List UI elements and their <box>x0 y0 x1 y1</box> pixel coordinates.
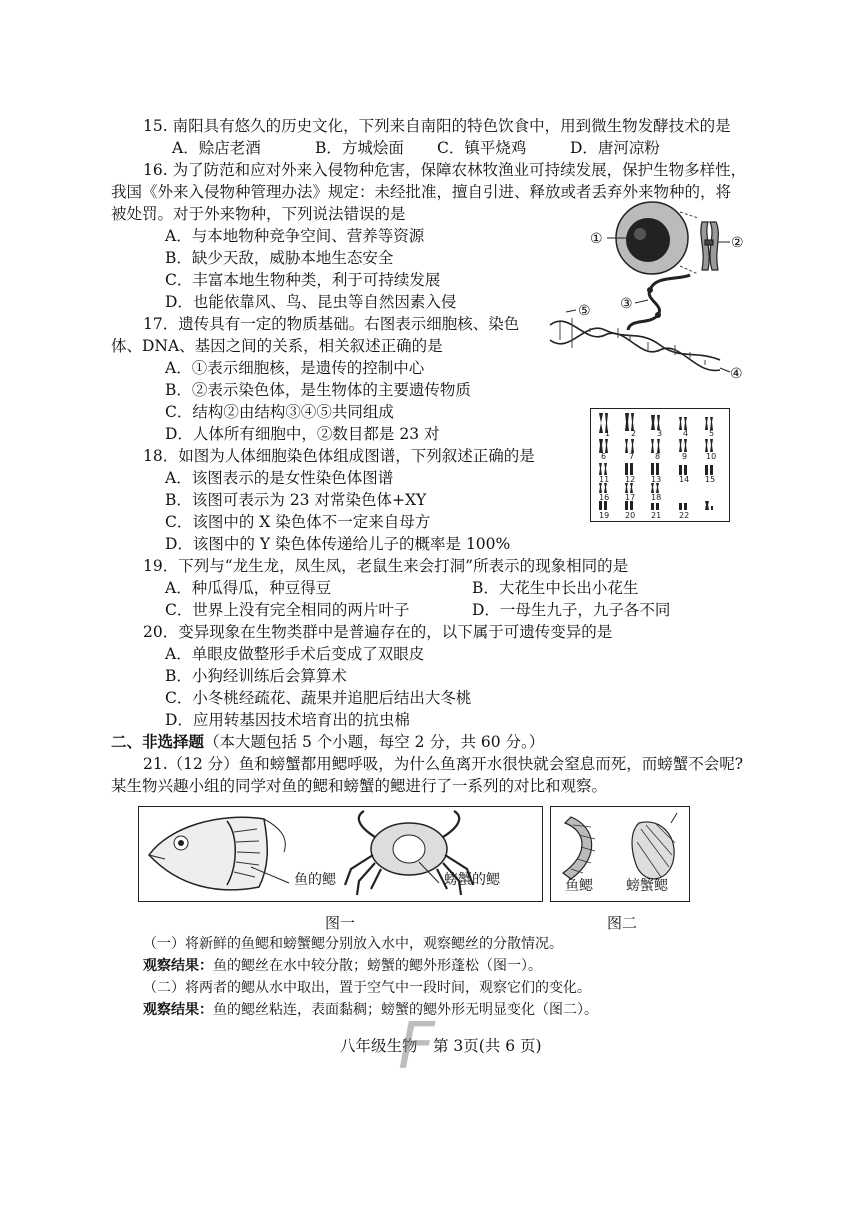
figure-2-caption: 图二 <box>607 914 638 932</box>
q16-option-d: D．也能依靠风、鸟、昆虫等自然因素入侵 <box>165 293 457 311</box>
section-2-note: （本大题包括 5 个小题，每空 2 分，共 60 分。） <box>204 733 545 751</box>
q18-option-b: B．该图可表示为 23 对常染色体+XY <box>165 491 427 509</box>
fish-gill-label: 鱼的鳃 <box>294 872 336 888</box>
karyotype-number: 10 <box>706 452 717 461</box>
figure-2-box <box>550 806 690 902</box>
karyotype-number: 8 <box>655 452 661 461</box>
q21-step-1: （一）将新鲜的鱼鳃和螃蟹鳃分别放入水中，观察鳃丝的分散情况。 <box>143 936 563 952</box>
karyotype-number: 16 <box>599 493 610 502</box>
karyotype-number: 9 <box>682 452 688 461</box>
fish-gill-2-label: 鱼鳃 <box>565 878 593 894</box>
q18-stem: 18．如图为人体细胞染色体组成图谱，下列叙述正确的是 <box>143 447 535 465</box>
q16-stem-line2: 我国《外来入侵物种管理办法》规定：未经批准，擅自引进、释放或者丢弃外来物种的，将 <box>111 183 732 201</box>
karyotype-number: 7 <box>629 452 635 461</box>
label-4: ④ <box>730 366 743 382</box>
karyotype-number: 22 <box>679 511 690 520</box>
karyotype-number: 21 <box>651 511 662 520</box>
karyotype-number: 11 <box>599 475 610 484</box>
karyotype-number: 13 <box>651 475 662 484</box>
q19-option-a: A．种瓜得瓜，种豆得豆 <box>165 579 332 597</box>
q15-stem: 15. 南阳具有悠久的历史文化，下列来自南阳的特色饮食中，用到微生物发酵技术的是 <box>143 117 731 135</box>
karyotype-chromosomes <box>591 409 729 521</box>
q17-option-c: C．结构②由结构③④⑤共同组成 <box>165 403 394 421</box>
q19-stem: 19．下列与“龙生龙，凤生凤，老鼠生来会打洞”所表示的现象相同的是 <box>143 557 629 575</box>
q15-option-d: D．唐河凉粉 <box>570 139 660 157</box>
q15-option-c: C．镇平烧鸡 <box>437 139 527 157</box>
q17-option-b: B．②表示染色体，是生物体的主要遗传物质 <box>165 381 471 399</box>
q15-option-b: B．方城烩面 <box>315 139 404 157</box>
q16-stem-line3: 被处罚。对于外来物种，下列说法错误的是 <box>111 205 406 223</box>
karyotype-number: 2 <box>631 429 637 438</box>
result-text: 鱼的鳃丝在水中较分散；螃蟹的鳃外形蓬松（图一）。 <box>213 958 542 974</box>
karyotype-number: 14 <box>679 475 690 484</box>
karyotype-number: 4 <box>683 429 689 438</box>
section-2-title: 二、非选择题 <box>111 732 205 751</box>
karyotype-number: 19 <box>599 511 610 520</box>
karyotype-number: 17 <box>625 493 636 502</box>
q21-step-2: （二）将两者的鳃从水中取出，置于空气中一段时间，观察它们的变化。 <box>143 980 591 996</box>
figure-1-caption: 图一 <box>325 914 356 932</box>
q21-result-1 <box>143 956 542 976</box>
q21-stem-line2: 某生物兴趣小组的同学对鱼的鳃和螃蟹的鳃进行了一系列的对比和观察。 <box>111 777 608 795</box>
q20-option-a: A．单眼皮做整形手术后变成了双眼皮 <box>165 645 425 663</box>
crab-gill-2-label: 螃蟹鳃 <box>626 878 668 894</box>
result-label: 观察结果： <box>143 958 213 974</box>
karyotype-number: 18 <box>651 493 662 502</box>
label-5: ⑤ <box>578 303 591 319</box>
label-1: ① <box>590 231 603 247</box>
q18-option-a: A．该图表示的是女性染色体图谱 <box>165 469 394 487</box>
q21-result-2 <box>143 1000 598 1020</box>
karyotype-number: 6 <box>601 452 607 461</box>
q16-stem-line1: 16. 为了防范和应对外来入侵物种危害，保障农林牧渔业可持续发展，保护生物多样性， <box>143 161 747 179</box>
q20-option-c: C．小冬桃经疏花、蔬果并追肥后结出大冬桃 <box>165 689 472 707</box>
q17-option-d: D．人体所有细胞中，②数目都是 23 对 <box>165 425 440 443</box>
q17-stem-line2: 体、DNA、基因之间的关系，相关叙述正确的是 <box>111 337 443 355</box>
karyotype-number: 20 <box>625 511 636 520</box>
q18-option-d: D．该图中的 Y 染色体传递给儿子的概率是 100% <box>165 535 511 553</box>
q20-option-d: D．应用转基因技术培育出的抗虫棉 <box>165 711 410 729</box>
q18-option-c: C．该图中的 X 染色体不一定来自母方 <box>165 513 431 531</box>
karyotype-number: 12 <box>625 475 636 484</box>
q16-option-b: B．缺少天敌，威胁本地生态安全 <box>165 249 394 267</box>
label-2: ② <box>731 235 744 251</box>
karyotype-number: 5 <box>709 429 715 438</box>
q19-option-d: D．一母生九子，九子各不同 <box>472 601 671 619</box>
q20-option-b: B．小狗经训练后会算算术 <box>165 667 347 685</box>
result-label: 观察结果： <box>143 1002 213 1018</box>
q19-option-c: C．世界上没有完全相同的两片叶子 <box>165 601 410 619</box>
q16-option-a: A．与本地物种竞争空间、营养等资源 <box>165 227 425 245</box>
karyotype-number: 1 <box>605 429 611 438</box>
q15-option-a: A．赊店老酒 <box>172 139 261 157</box>
result-text: 鱼的鳃丝粘连，表面黏稠；螃蟹的鳃外形无明显变化（图二）。 <box>213 1002 598 1018</box>
q17-chromosome-figure <box>530 200 755 400</box>
page-footer: 八年级生物 第 3页(共 6 页) <box>340 1037 542 1055</box>
q16-option-c: C．丰富本地生物种类，利于可持续发展 <box>165 271 441 289</box>
q21-stem-line1: 21.（12 分）鱼和螃蟹都用鳃呼吸，为什么鱼离开水很快就会窒息而死，而螃蟹不会呢? <box>143 755 744 773</box>
q17-stem-line1: 17．遗传具有一定的物质基础。右图表示细胞核、染色 <box>143 315 520 333</box>
q17-option-a: A．①表示细胞核，是遗传的控制中心 <box>165 359 425 377</box>
label-3: ③ <box>620 296 633 312</box>
section-2-heading <box>111 732 544 752</box>
q19-option-b: B．大花生中长出小花生 <box>472 579 639 597</box>
crab-gill-label: 螃蟹的鳃 <box>444 872 500 888</box>
figure-1-box <box>138 806 543 902</box>
karyotype-number: 15 <box>705 475 716 484</box>
karyotype-number: 3 <box>657 429 663 438</box>
karyotype-figure <box>590 408 730 522</box>
q20-stem: 20．变异现象在生物类群中是普遍存在的，以下属于可遗传变异的是 <box>143 623 613 641</box>
watermark: F <box>398 1010 435 1084</box>
